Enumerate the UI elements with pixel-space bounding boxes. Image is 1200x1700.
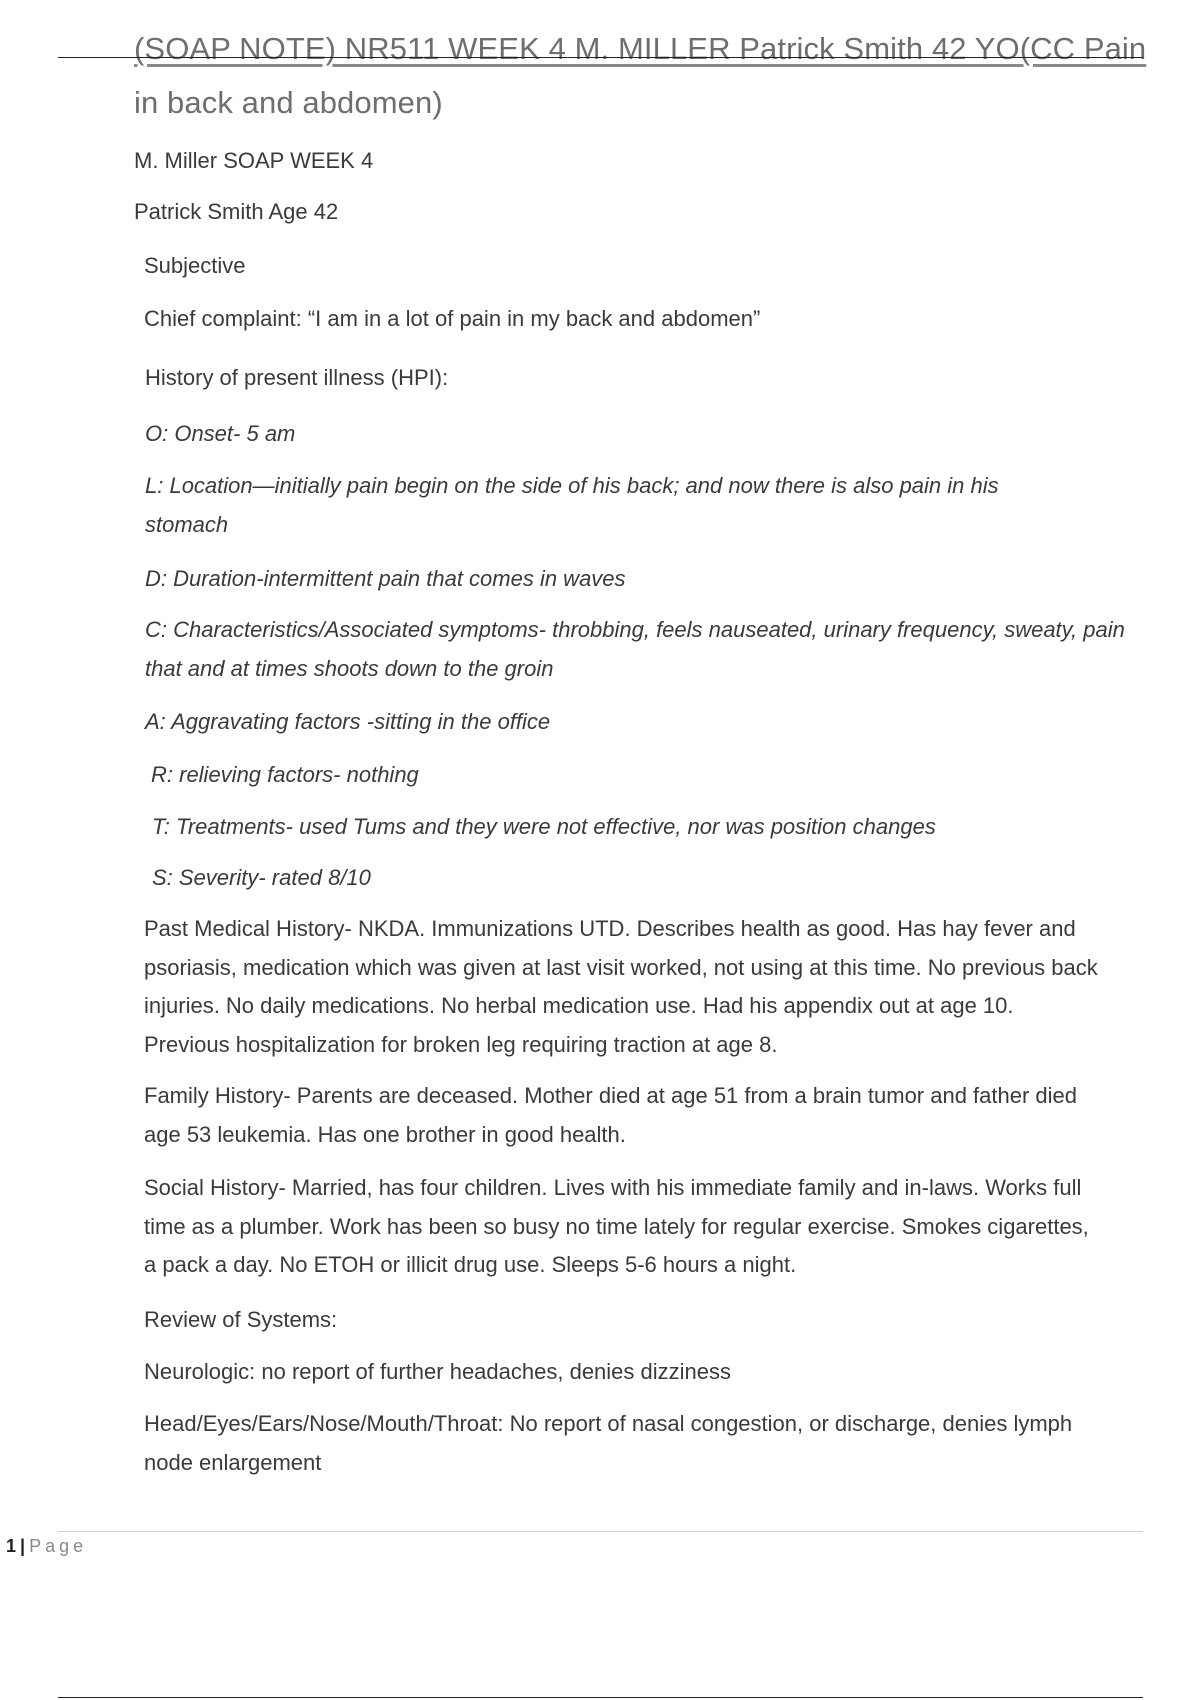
footer-separator: | (20, 1536, 26, 1556)
hpi-heading: History of present illness (HPI): (145, 365, 449, 390)
footer-rule (58, 1531, 1143, 1532)
subjective-heading: Subjective (144, 253, 246, 278)
hpi-aggravating: A: Aggravating factors -sitting in the office (145, 709, 551, 734)
chief-complaint: Chief complaint: “I am in a lot of pain in my back and abdomen” (144, 306, 761, 331)
hpi-onset: O: Onset- 5 am (145, 421, 296, 446)
title-rule (58, 57, 1143, 58)
ros-heading: Review of Systems: (144, 1307, 338, 1332)
hpi-duration: D: Duration-intermittent pain that comes in waves (145, 566, 626, 591)
author-line: M. Miller SOAP WEEK 4 (134, 148, 374, 173)
hpi-characteristics: C: Characteristics/Associated symptoms- throbbing, feels nauseated, urinary frequency, sweaty, pain that and at times shoots down to the groin (145, 617, 1125, 681)
social-history: Social History- Married, has four children. Lives with his immediate family and in-laws. Works full time as a plumber. Work has been so busy no time lately for regular exercise. Smokes cigarettes, a pack a day. No ETOH or illicit drug use. Sleeps 5-6 hours a night. (144, 1175, 1089, 1277)
hpi-treatments: T: Treatments- used Tums and they were not effective, nor was position changes (152, 814, 936, 839)
hpi-location: L: Location—initially pain begin on the side of his back; and now there is also pain in his stomach (145, 473, 999, 537)
ros-heent: Head/Eyes/Ears/Nose/Mouth/Throat: No report of nasal congestion, or discharge, denies lymph node enlargement (144, 1411, 1073, 1475)
family-history: Family History- Parents are deceased. Mother died at age 51 from a brain tumor and father died age 53 leukemia. Has one brother in good health. (144, 1083, 1078, 1147)
document-title (134, 22, 1149, 130)
title-line-2: in back and abdomen) (134, 85, 443, 120)
ros-neurologic: Neurologic: no report of further headaches, denies dizziness (144, 1359, 732, 1384)
next-page-rule (58, 1697, 1143, 1698)
hpi-severity: S: Severity- rated 8/10 (152, 865, 371, 890)
title-line-1: (SOAP NOTE) NR511 WEEK 4 M. MILLER Patrick Smith 42 YO(CC Pain (134, 31, 1147, 66)
page-label: Page (29, 1536, 88, 1556)
patient-line: Patrick Smith Age 42 (134, 199, 339, 224)
past-medical-history: Past Medical History- NKDA. Immunizations UTD. Describes health as good. Has hay fever and psoriasis, medication which was given at last visit worked, not using at this time. No previous back injuries. No daily medications. No herbal medication use. Had his appendix out at age 10. Previous hospitalization for broken leg requiring traction at age 8. (144, 916, 1098, 1057)
hpi-relieving: R: relieving factors- nothing (151, 762, 419, 787)
page-number: 1 (6, 1536, 17, 1556)
page-footer (6, 1536, 87, 1557)
